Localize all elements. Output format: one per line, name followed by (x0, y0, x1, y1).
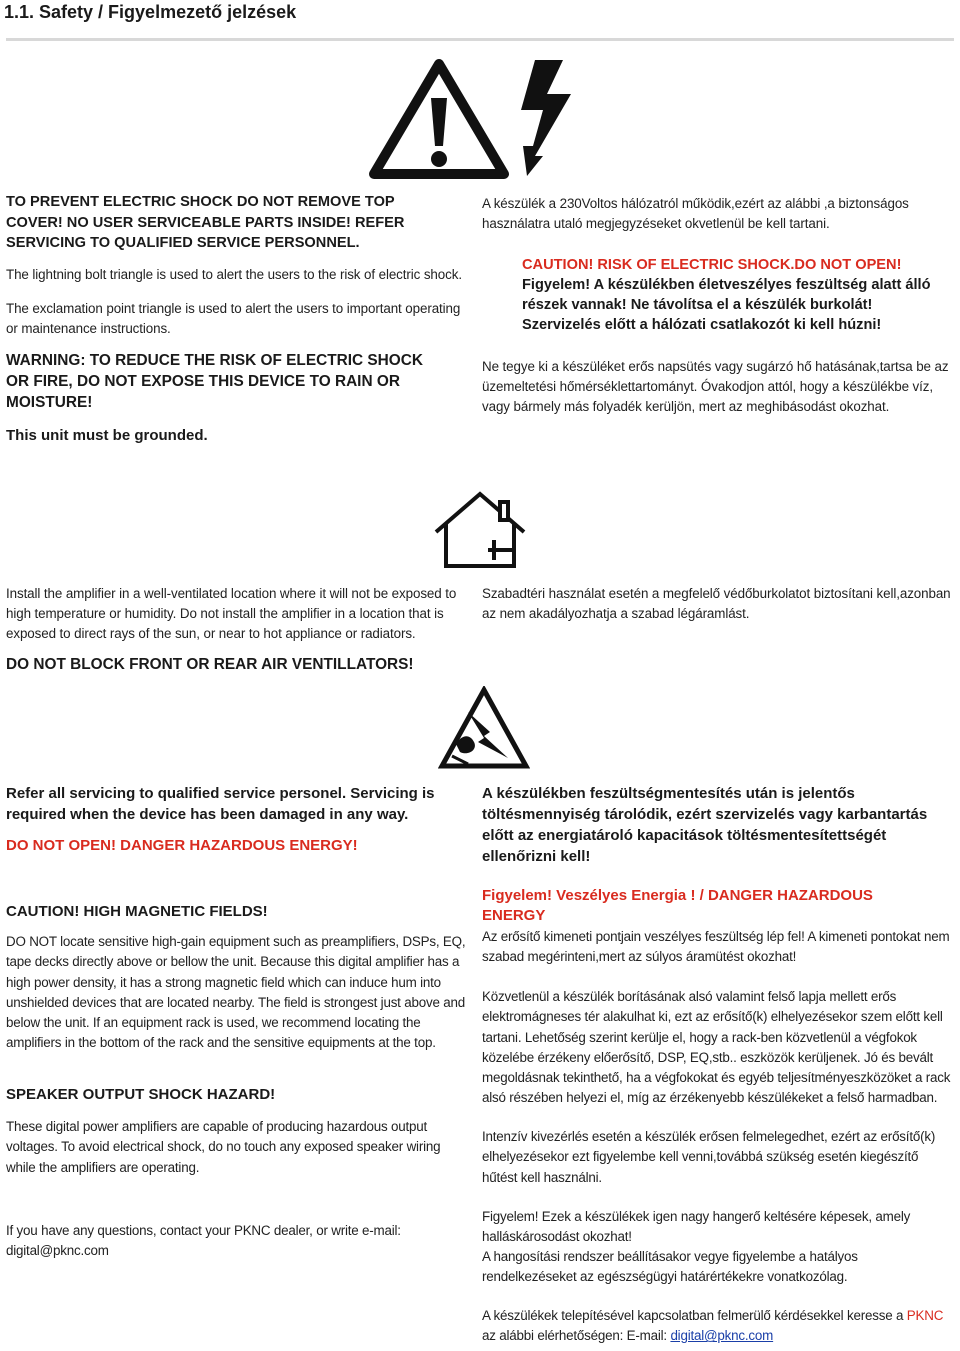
install-notice: Install the amplifier in a well-ventilated location where it will not be exposed to high temperature or humidity. Do not install the amplifier in a location that is exposed to direct rays of the sun, or near to hot appliance or radiators. (6, 586, 457, 641)
electric-shock-hazard-icon (438, 686, 530, 772)
magnetic-title: CAUTION! HIGH MAGNETIC FIELDS! (6, 903, 268, 920)
shock-warning: TO PREVENT ELECTRIC SHOCK DO NOT REMOVE TOP COVER! NO USER SERVICEABLE PARTS INSIDE! REFER SERVICING TO QUALIFIED SERVICE PERSONNEL. (6, 194, 405, 251)
outdoor-notice: Szabadtéri használat esetén a megfelelő védőburkolatot biztosítani kell,azonban az nem akadályozhatja a szabad légáramlást. (482, 586, 951, 621)
hearing-regulation: A hangosítási rendszer beállításakor vegye figyelembe a hatályos rendelkezéseket az egészségügyi határértékekre vonatkozólag. (482, 1249, 858, 1285)
contact-prefix: A készülékek telepítésével kapcsolatban felmerülő kérdésekkel keresse a (482, 1308, 904, 1323)
grounded-notice: This unit must be grounded. (6, 427, 208, 444)
exclamation-explanation: The exclamation point triangle is used to alert the users to important operating or maintenance instructions. (6, 301, 461, 336)
brand-name: PKNC (906, 1308, 944, 1323)
discharge-notice: A készülékben feszültségmentesítés után is jelentős töltésmennyiség tárolódik, ezért szervizelés vagy karbantartás előtt az energiatároló kapacitások töltésmentesítettségét ellenőrizni kell! (482, 785, 928, 865)
contact-notice: If you have any questions, contact your PKNC dealer, or write e-mail: digital@pknc.com (6, 1223, 401, 1259)
lightning-explanation: The lightning bolt triangle is used to alert the users to the risk of electric shock. (6, 267, 462, 282)
contact-suffix: az alábbi elérhetőségen: E-mail: (482, 1328, 667, 1344)
danger-energy-red: DO NOT OPEN! DANGER HAZARDOUS ENERGY! (6, 837, 358, 854)
terminals-notice: Az erősítő kimeneti pontjain veszélyes feszültség lép fel! A kimeneti pontokat nem szabad megérinteni,mert az súlyos áramütést okozhat! (482, 929, 950, 965)
email-link[interactable]: digital@pknc.com (670, 1328, 774, 1344)
figyelem-bold: Figyelem! A készülékben életveszélyes feszültség alatt álló részek vannak! Ne távolítsa el a készülék burkolát! Szervizelés előtt a hálózati csatlakozót ki kell húzni! (522, 277, 931, 333)
warning-triangle-icon (368, 58, 510, 180)
mains-notice: A készülék a 230Voltos hálózatról működik,ezért az alábbi ,a biztonságos használatra utaló megjegyzéseket okvetlenül be kell tartani. (482, 196, 909, 231)
lightning-bolt-icon (513, 58, 575, 178)
hearing-warning: Figyelem! Ezek a készülékek igen nagy hangerő keltésére képesek, amely halláskárosodást okozhat! (482, 1209, 911, 1245)
magnetic-notice-hu: Közvetlenül a készülék borításának alsó valamint felső lapja mellett erős elektromágneses tér alakulhat ki, ezt az erősítő(k) elhelyezésekor szem előtt kell tartani. Lehetőség szerint kerülje el, hogy a rack-ben közvetlenül a végfokok közelébe érzékeny előerősítő, DSP, EQ,stb.. eszközök kerüljenek. Jó és bevált megoldásnak tekinthető, ha a végfokokat és egyéb teljesítményeszközöket a rack alsó részében helyezi el, míg az érzékenyebb készülékeket a felső harmadban. (482, 989, 951, 1106)
speaker-title: SPEAKER OUTPUT SHOCK HAZARD! (6, 1086, 276, 1103)
speaker-notice: These digital power amplifiers are capable of producing hazardous output voltages. To avoid electrical shock, do no touch any exposed speaker wiring while the amplifiers are operating. (6, 1119, 441, 1175)
page-title: 1.1. Safety / Figyelmezető jelzések (4, 2, 297, 22)
caution-shock-red: CAUTION! RISK OF ELECTRIC SHOCK.DO NOT OPEN! (522, 257, 902, 273)
servicing-notice: Refer all servicing to qualified service personel. Servicing is required when the device has been damaged in any way. (6, 785, 435, 823)
rain-warning: WARNING: TO REDUCE THE RISK OF ELECTRIC SHOCK OR FIRE, DO NOT EXPOSE THIS DEVICE TO RAIN OR MOISTURE! (6, 352, 423, 411)
cooling-notice: Intenzív kivezérlés esetén a készülék erősen felmelegedhet, ezért az erősítő(k) elhelyezésekor ezt figyelembe kell venni,továbbá szükség esetén kiegészítő hűtést kell használni. (482, 1129, 936, 1185)
sun-heat-notice: Ne tegye ki a készüléket erős napsütés vagy sugárzó hő hatásának,tartsa be az üzemeltetési hőmérséklettartományt. Óvakodjon attól, hogy a készülékbe víz, vagy bármely más folyadék kerüljön, mert az meghibásodást okozhat. (482, 359, 949, 414)
indoor-use-house-icon (432, 490, 528, 570)
contact-notice-hu (482, 1306, 952, 1347)
title-divider (6, 38, 954, 41)
magnetic-notice: DO NOT locate sensitive high-gain equipment such as preamplifiers, DSPs, EQ, tape decks directly above or bellow the unit. Because this digital amplifier has a high power density, it has a strong magnetic field which can induce hum into unshielded devices that are located nearby. The field is strongest just above and below the unit. If an equipment rack is used, we recommend locating the amplifiers in the bottom of the rack and the sensitive equipments at the top. (6, 934, 466, 1051)
ventilators-warning: DO NOT BLOCK FRONT OR REAR AIR VENTILLATORS! (6, 656, 414, 673)
danger-energy-hu: Figyelem! Veszélyes Energia ! / DANGER HAZARDOUS ENERGY (482, 887, 873, 924)
